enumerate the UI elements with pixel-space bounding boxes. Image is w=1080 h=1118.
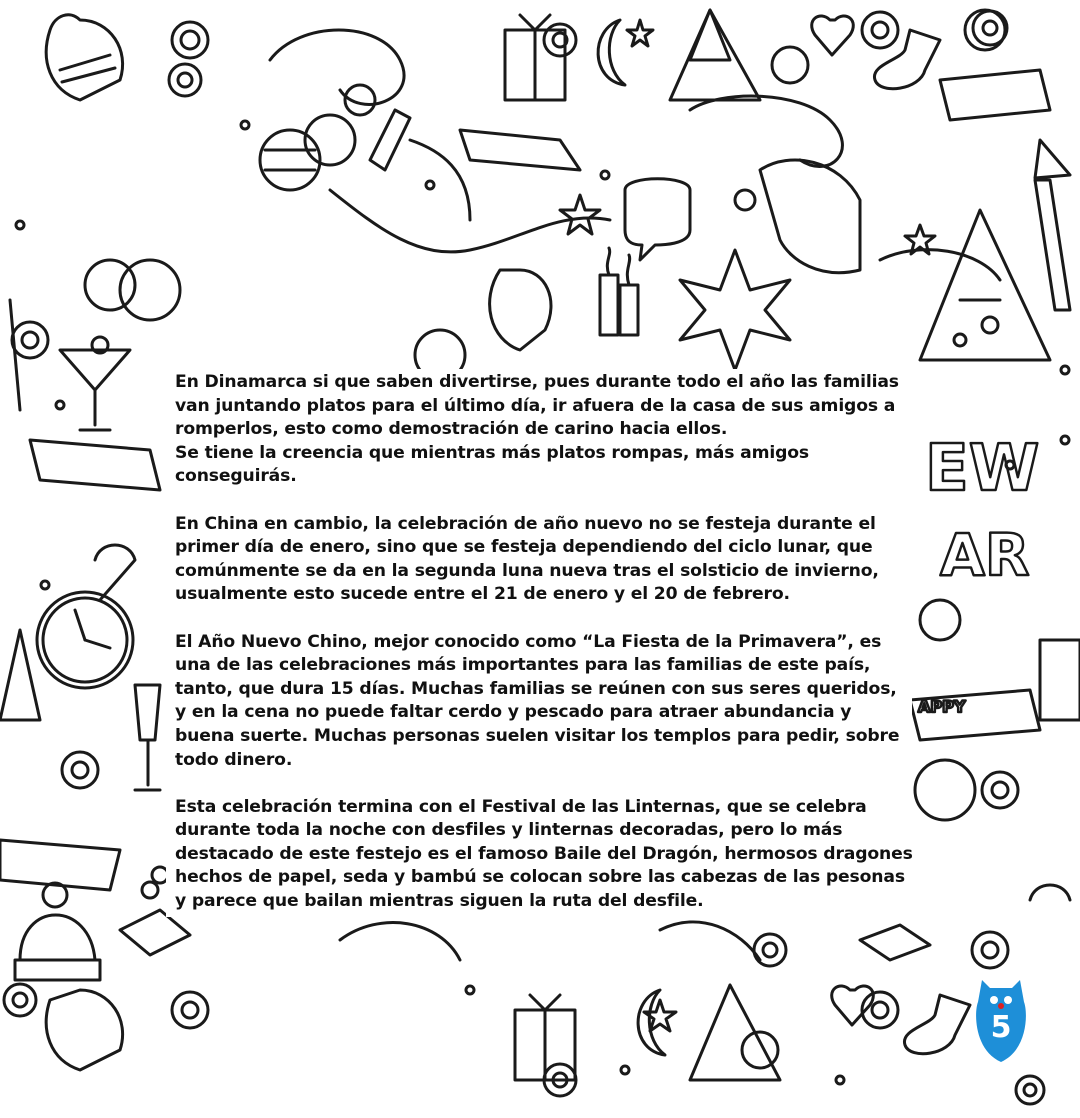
svg-text:AR: AR [940, 521, 1030, 589]
speech-bubble-icon [625, 179, 690, 260]
paragraph-lantern-festival: Esta celebración termina con el Festival de las Linternas, que se celebra durante toda la noche con desfiles y linternas decoradas, pero lo más destacado de este festejo es el famoso Baile del Dragón, hermosos dragones hechos de papel, seda y bambú se colocan sobre las cabezas de las pesonas y parece que bailan mientras siguen la ruta del desfile. [175, 796, 913, 912]
paragraph-denmark: En Dinamarca si que saben divertirse, pues durante todo el año las familias van juntando platos para el último día, ir afuera de la casa de sus amigos a romperlos, esto como demostración de carino hacia ellos. [175, 372, 899, 440]
svg-text:EW: EW [925, 432, 1040, 506]
cocktail-glass-icon [60, 337, 130, 430]
paragraph-denmark-belief: Se tiene la creencia que mientras más platos rompas, más amigos conseguirás. [175, 442, 809, 487]
candle-icon [600, 248, 638, 335]
paragraph-chinese-new-year: El Año Nuevo Chino, mejor conocido como “La Fiesta de la Primavera”, es una de las celebraciones más importantes para las familias de este país, tanto, que dura 15 días. Muchas familias se reúnen con sus seres queridos, y en la cena no puede faltar cerdo y pescado para atraer abundancia y buena suerte. Muchas personas suelen visitar los templos para pedir, sobre todo dinero. [175, 631, 900, 770]
svg-text:APPY: APPY [918, 697, 966, 716]
new-year-lettering [918, 432, 1039, 716]
firework-rocket-icon [370, 110, 1070, 310]
page-number: 5 [990, 1010, 1012, 1045]
paragraph-china: En China en cambio, la celebración de año nuevo no se festeja durante el primer día de enero, sino que se festeja dependiendo del ciclo lunar, que comúnmente se da en la segunda luna nueva tras el solsticio de invierno, usualmente esto sucede entre el 21 de enero y el 20 de febrero. [175, 513, 879, 605]
champagne-glass-icon [135, 685, 160, 790]
clock-icon [37, 592, 133, 688]
beanie-hat-icon [15, 883, 100, 980]
article-body [175, 371, 913, 914]
